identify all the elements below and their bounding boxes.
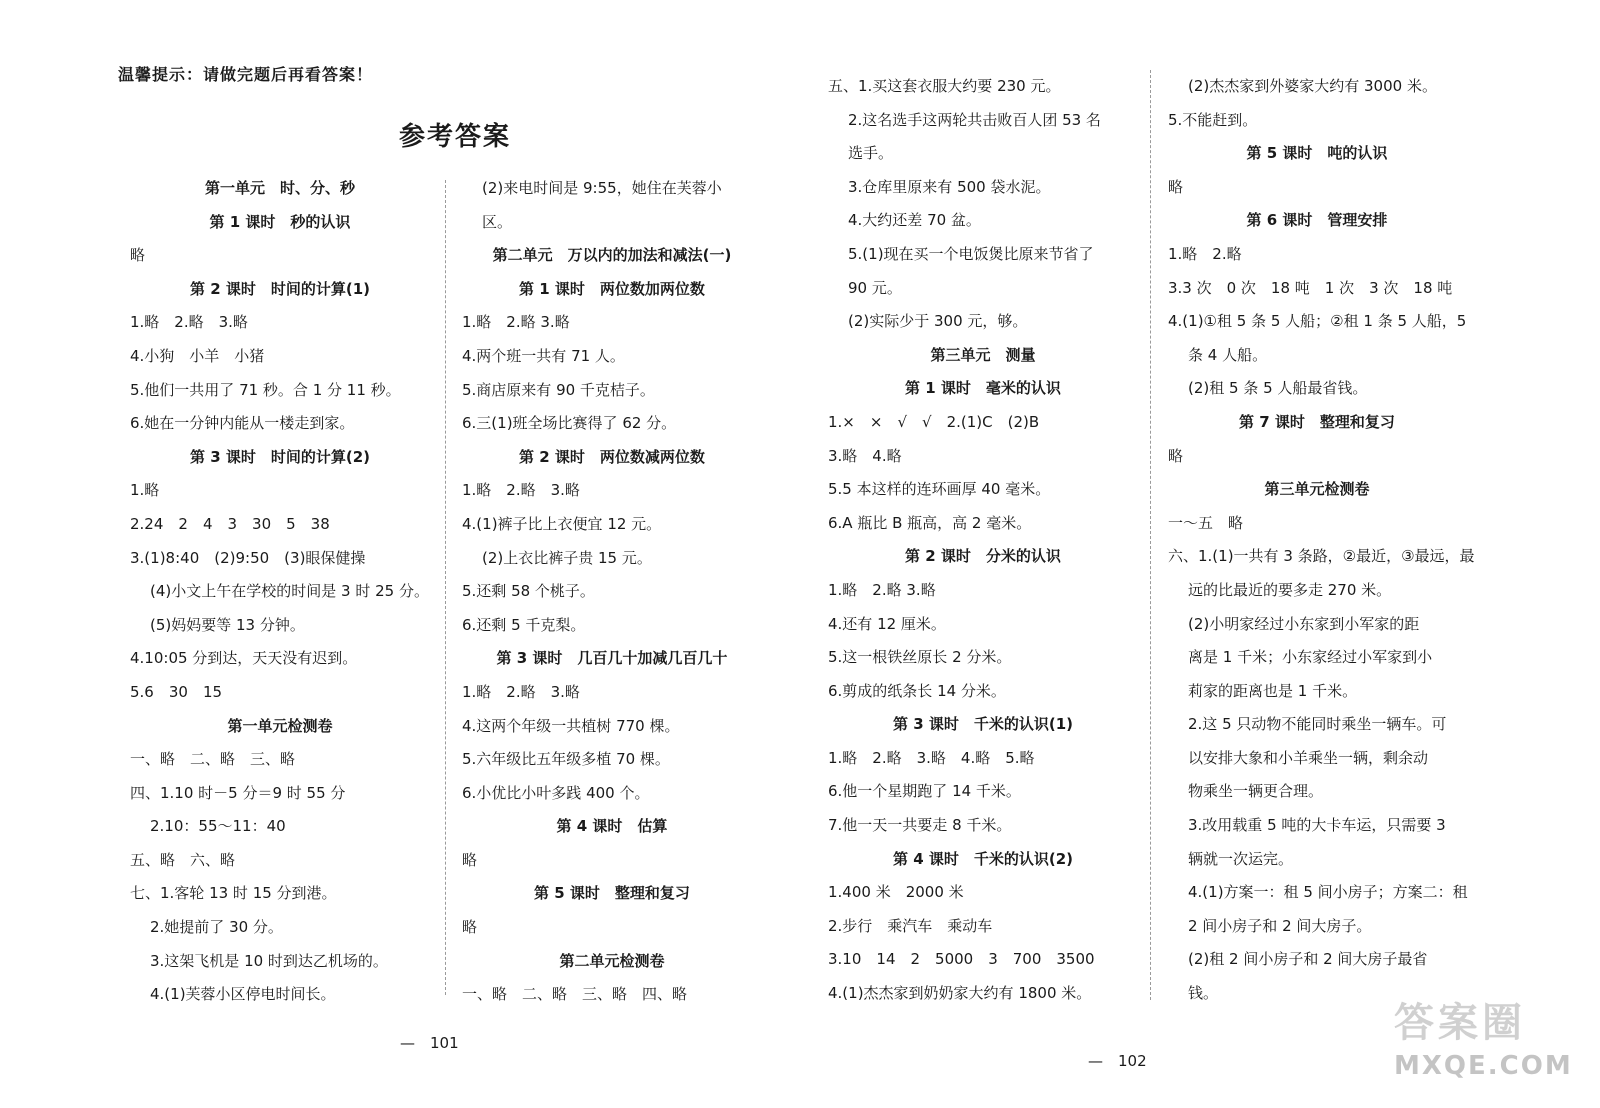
- answer-column-1: [130, 172, 430, 1012]
- answer-line: 1.略 2.略 3.略: [828, 580, 936, 599]
- answer-line: 6.小优比小叶多践 400 个。: [462, 783, 650, 802]
- answer-line: (2)小明家经过小东家到小军家的距: [1188, 614, 1420, 633]
- answer-line: 1.略 2.略 3.略: [462, 481, 580, 500]
- answer-line: 2.这名选手这两轮共击败百人团 53 名: [848, 110, 1101, 129]
- answer-line: 物乘坐一辆更合理。: [1188, 782, 1324, 801]
- answer-line: (2)租 5 条 5 人船最省钱。: [1188, 379, 1368, 398]
- page-title: 参考答案: [398, 122, 511, 152]
- answer-line: 5.不能赶到。: [1168, 110, 1258, 129]
- answer-line: 6.他一个星期跑了 14 千米。: [828, 782, 1021, 801]
- answer-line: 6.还剩 5 千克梨。: [462, 615, 586, 634]
- answer-line: 略: [462, 918, 478, 937]
- answer-line: 一～五 略: [1168, 513, 1244, 532]
- answer-line: 4.(1)裤子比上衣便宜 12 元。: [462, 514, 662, 533]
- answer-line: 1.略 2.略 3.略 4.略 5.略: [828, 748, 1035, 767]
- answer-column-3: [828, 70, 1138, 1011]
- answer-line: 略: [1168, 177, 1184, 196]
- answer-line: (2)上衣比裤子贵 15 元。: [482, 548, 652, 567]
- answer-line: 略: [1168, 446, 1184, 465]
- answer-line: 4.大约还差 70 盆。: [848, 211, 981, 230]
- answer-line: 远的比最近的要多走 270 米。: [1188, 580, 1392, 599]
- section-heading: 第 1 课时 毫米的认识: [905, 379, 1061, 398]
- section-heading: 第 6 课时 管理安排: [1246, 211, 1388, 230]
- answer-line: (2)杰杰家到外婆家大约有 3000 米。: [1188, 77, 1437, 95]
- section-heading: 第 2 课时 分米的认识: [905, 547, 1061, 566]
- answer-line: 2.24 2 4 3 30 5 38: [130, 514, 330, 533]
- answer-line: (2)来电时间是 9:55，她住在芙蓉小: [482, 179, 722, 197]
- answer-line: 六、1.(1)一共有 3 条路，②最近，③最远，最: [1168, 547, 1475, 566]
- answer-line: 1.400 米 2000 米: [828, 883, 964, 902]
- answer-line: 5.还剩 58 个桃子。: [462, 582, 595, 601]
- answer-line: 3.3 次 0 次 18 吨 1 次 3 次 18 吨: [1168, 278, 1453, 297]
- section-heading: 第 5 课时 吨的认识: [1246, 144, 1388, 163]
- answer-line: 略: [462, 850, 478, 869]
- answer-column-2: [462, 172, 762, 1012]
- answer-line: 2.这 5 只动物不能同时乘坐一辆车。可: [1188, 715, 1447, 734]
- answer-line: 5.六年级比五年级多植 70 棵。: [462, 750, 670, 769]
- section-heading: 第 2 课时 时间的计算(1): [189, 279, 371, 298]
- answer-line: 6.三(1)班全场比赛得了 62 分。: [462, 414, 677, 433]
- answer-column-4: [1168, 70, 1475, 1011]
- answer-line: 1.略 2.略 3.略: [130, 313, 248, 332]
- answer-line: 四、1.10 时－5 分＝9 时 55 分: [130, 783, 346, 802]
- answer-line: 离是 1 千米；小东家经过小军家到小: [1188, 648, 1433, 667]
- answer-line: (2)实际少于 300 元，够。: [848, 312, 1028, 331]
- answer-line: 90 元。: [848, 278, 902, 297]
- section-heading: 第一单元检测卷: [227, 716, 333, 735]
- answer-line: 6.A 瓶比 B 瓶高，高 2 毫米。: [828, 513, 1032, 532]
- section-heading: 第 7 课时 整理和复习: [1239, 412, 1395, 431]
- reminder-tip: 温馨提示：请做完题后再看答案！: [118, 65, 374, 84]
- section-heading: 第 3 课时 千米的认识(1): [892, 715, 1074, 734]
- answer-line: 5.5 本这样的连环画厚 40 毫米。: [828, 480, 1051, 499]
- answer-line: 4.小狗 小羊 小猪: [130, 346, 265, 365]
- answer-line: 辆就一次运完。: [1188, 849, 1294, 868]
- watermark-glyphs: 答案圈: [1394, 1000, 1526, 1046]
- watermark-url: MXQE.COM: [1394, 1051, 1573, 1081]
- answer-line: 2.10：55～11：40: [150, 817, 286, 836]
- answer-line: 五、1.买这套衣服大约要 230 元。: [828, 77, 1061, 95]
- page-number-right: — 102: [1088, 1052, 1147, 1070]
- answer-line: 3.这架飞机是 10 时到达乙机场的。: [150, 951, 388, 970]
- column-divider-right: [1150, 70, 1151, 1000]
- column-divider-left: [445, 180, 446, 995]
- answer-line: 2.她提前了 30 分。: [150, 918, 283, 937]
- answer-line: 1.略: [130, 481, 160, 500]
- answer-line: 1.略 2.略 3.略: [462, 313, 570, 332]
- answer-line: 6.剪成的纸条长 14 分米。: [828, 681, 1006, 700]
- section-heading: 第 3 课时 几百几十加减几百几十: [496, 649, 728, 668]
- answer-line: 4.这两个年级一共植树 770 棵。: [462, 716, 680, 735]
- section-heading: 第二单元 万以内的加法和减法(一): [492, 246, 732, 265]
- answer-line: 1.× × √ √ 2.(1)C (2)B: [828, 412, 1040, 431]
- section-heading: 第 4 课时 估算: [556, 817, 668, 836]
- section-heading: 第 3 课时 时间的计算(2): [189, 447, 371, 466]
- answer-line: 选手。: [848, 144, 894, 163]
- section-heading: 第 5 课时 整理和复习: [534, 884, 690, 903]
- answer-line: 一、略 二、略 三、略 四、略: [462, 985, 688, 1004]
- answer-line: 条 4 人船。: [1188, 345, 1268, 364]
- page-number-left: — 101: [400, 1034, 459, 1052]
- answer-line: 5.(1)现在买一个电饭煲比原来节省了: [848, 244, 1094, 263]
- answer-line: 4.10:05 分到达，天天没有迟到。: [130, 649, 358, 668]
- answer-line: 4.(1)杰杰家到奶奶家大约有 1800 米。: [828, 984, 1092, 1003]
- answer-line: 3.仓库里原来有 500 袋水泥。: [848, 177, 1051, 196]
- answer-line: (5)妈妈要等 13 分钟。: [150, 615, 305, 634]
- answer-line: 5.这一根铁丝原长 2 分米。: [828, 648, 1012, 667]
- section-heading: 第三单元 测量: [930, 345, 1036, 364]
- answer-line: 7.他一天一共要走 8 千米。: [828, 816, 1012, 835]
- answer-line: 1.略 2.略: [1168, 244, 1242, 263]
- answer-line: 略: [130, 246, 146, 265]
- answer-line: 4.(1)①租 5 条 5 人船；②租 1 条 5 人船，5: [1168, 312, 1467, 331]
- answer-line: 2 间小房子和 2 间大房子。: [1188, 916, 1372, 935]
- section-heading: 第 2 课时 两位数减两位数: [519, 447, 705, 466]
- answer-line: 五、略 六、略: [130, 850, 236, 869]
- answer-line: 2.步行 乘汽车 乘动车: [828, 916, 993, 935]
- watermark-logo: [1394, 998, 1590, 1098]
- answer-line: 以安排大象和小羊乘坐一辆，剩余动: [1188, 748, 1429, 767]
- answer-line: (2)租 2 间小房子和 2 间大房子最省: [1188, 950, 1428, 969]
- answer-line: 钱。: [1188, 984, 1219, 1003]
- answer-line: 3.10 14 2 5000 3 700 3500: [828, 950, 1095, 969]
- answer-line: 5.商店原来有 90 千克桔子。: [462, 380, 655, 399]
- answer-line: 4.(1)方案一：租 5 间小房子；方案二：租: [1188, 883, 1468, 902]
- answer-line: 6.她在一分钟内能从一楼走到家。: [130, 414, 355, 433]
- answer-line: 七、1.客轮 13 时 15 分到港。: [130, 884, 337, 903]
- answer-line: 3.改用载重 5 吨的大卡车运，只需要 3: [1188, 816, 1446, 835]
- answer-line: 4.两个班一共有 71 人。: [462, 346, 625, 365]
- answer-line: 4.(1)芙蓉小区停电时间长。: [150, 985, 336, 1004]
- section-heading: 第一单元 时、分、秒: [204, 179, 355, 197]
- section-heading: 第 1 课时 秒的认识: [209, 212, 351, 231]
- answer-line: 3.(1)8:40 (2)9:50 (3)眼保健操: [130, 548, 366, 567]
- answer-line: 3.略 4.略: [828, 446, 902, 465]
- section-heading: 第 1 课时 两位数加两位数: [519, 279, 705, 298]
- section-heading: 第 4 课时 千米的认识(2): [892, 849, 1074, 868]
- answer-line: 4.还有 12 厘米。: [828, 614, 946, 633]
- answer-line: 5.他们一共用了 71 秒。合 1 分 11 秒。: [130, 380, 401, 399]
- answer-line: 区。: [482, 212, 513, 231]
- answer-line: (4)小文上午在学校的时间是 3 时 25 分。: [150, 582, 429, 601]
- section-heading: 第三单元检测卷: [1264, 480, 1370, 499]
- answer-line: 1.略 2.略 3.略: [462, 682, 580, 701]
- answer-line: 一、略 二、略 三、略: [130, 750, 296, 769]
- answer-line: 莉家的距离也是 1 千米。: [1188, 681, 1358, 700]
- section-heading: 第二单元检测卷: [559, 951, 665, 970]
- answer-line: 5.6 30 15: [130, 682, 223, 701]
